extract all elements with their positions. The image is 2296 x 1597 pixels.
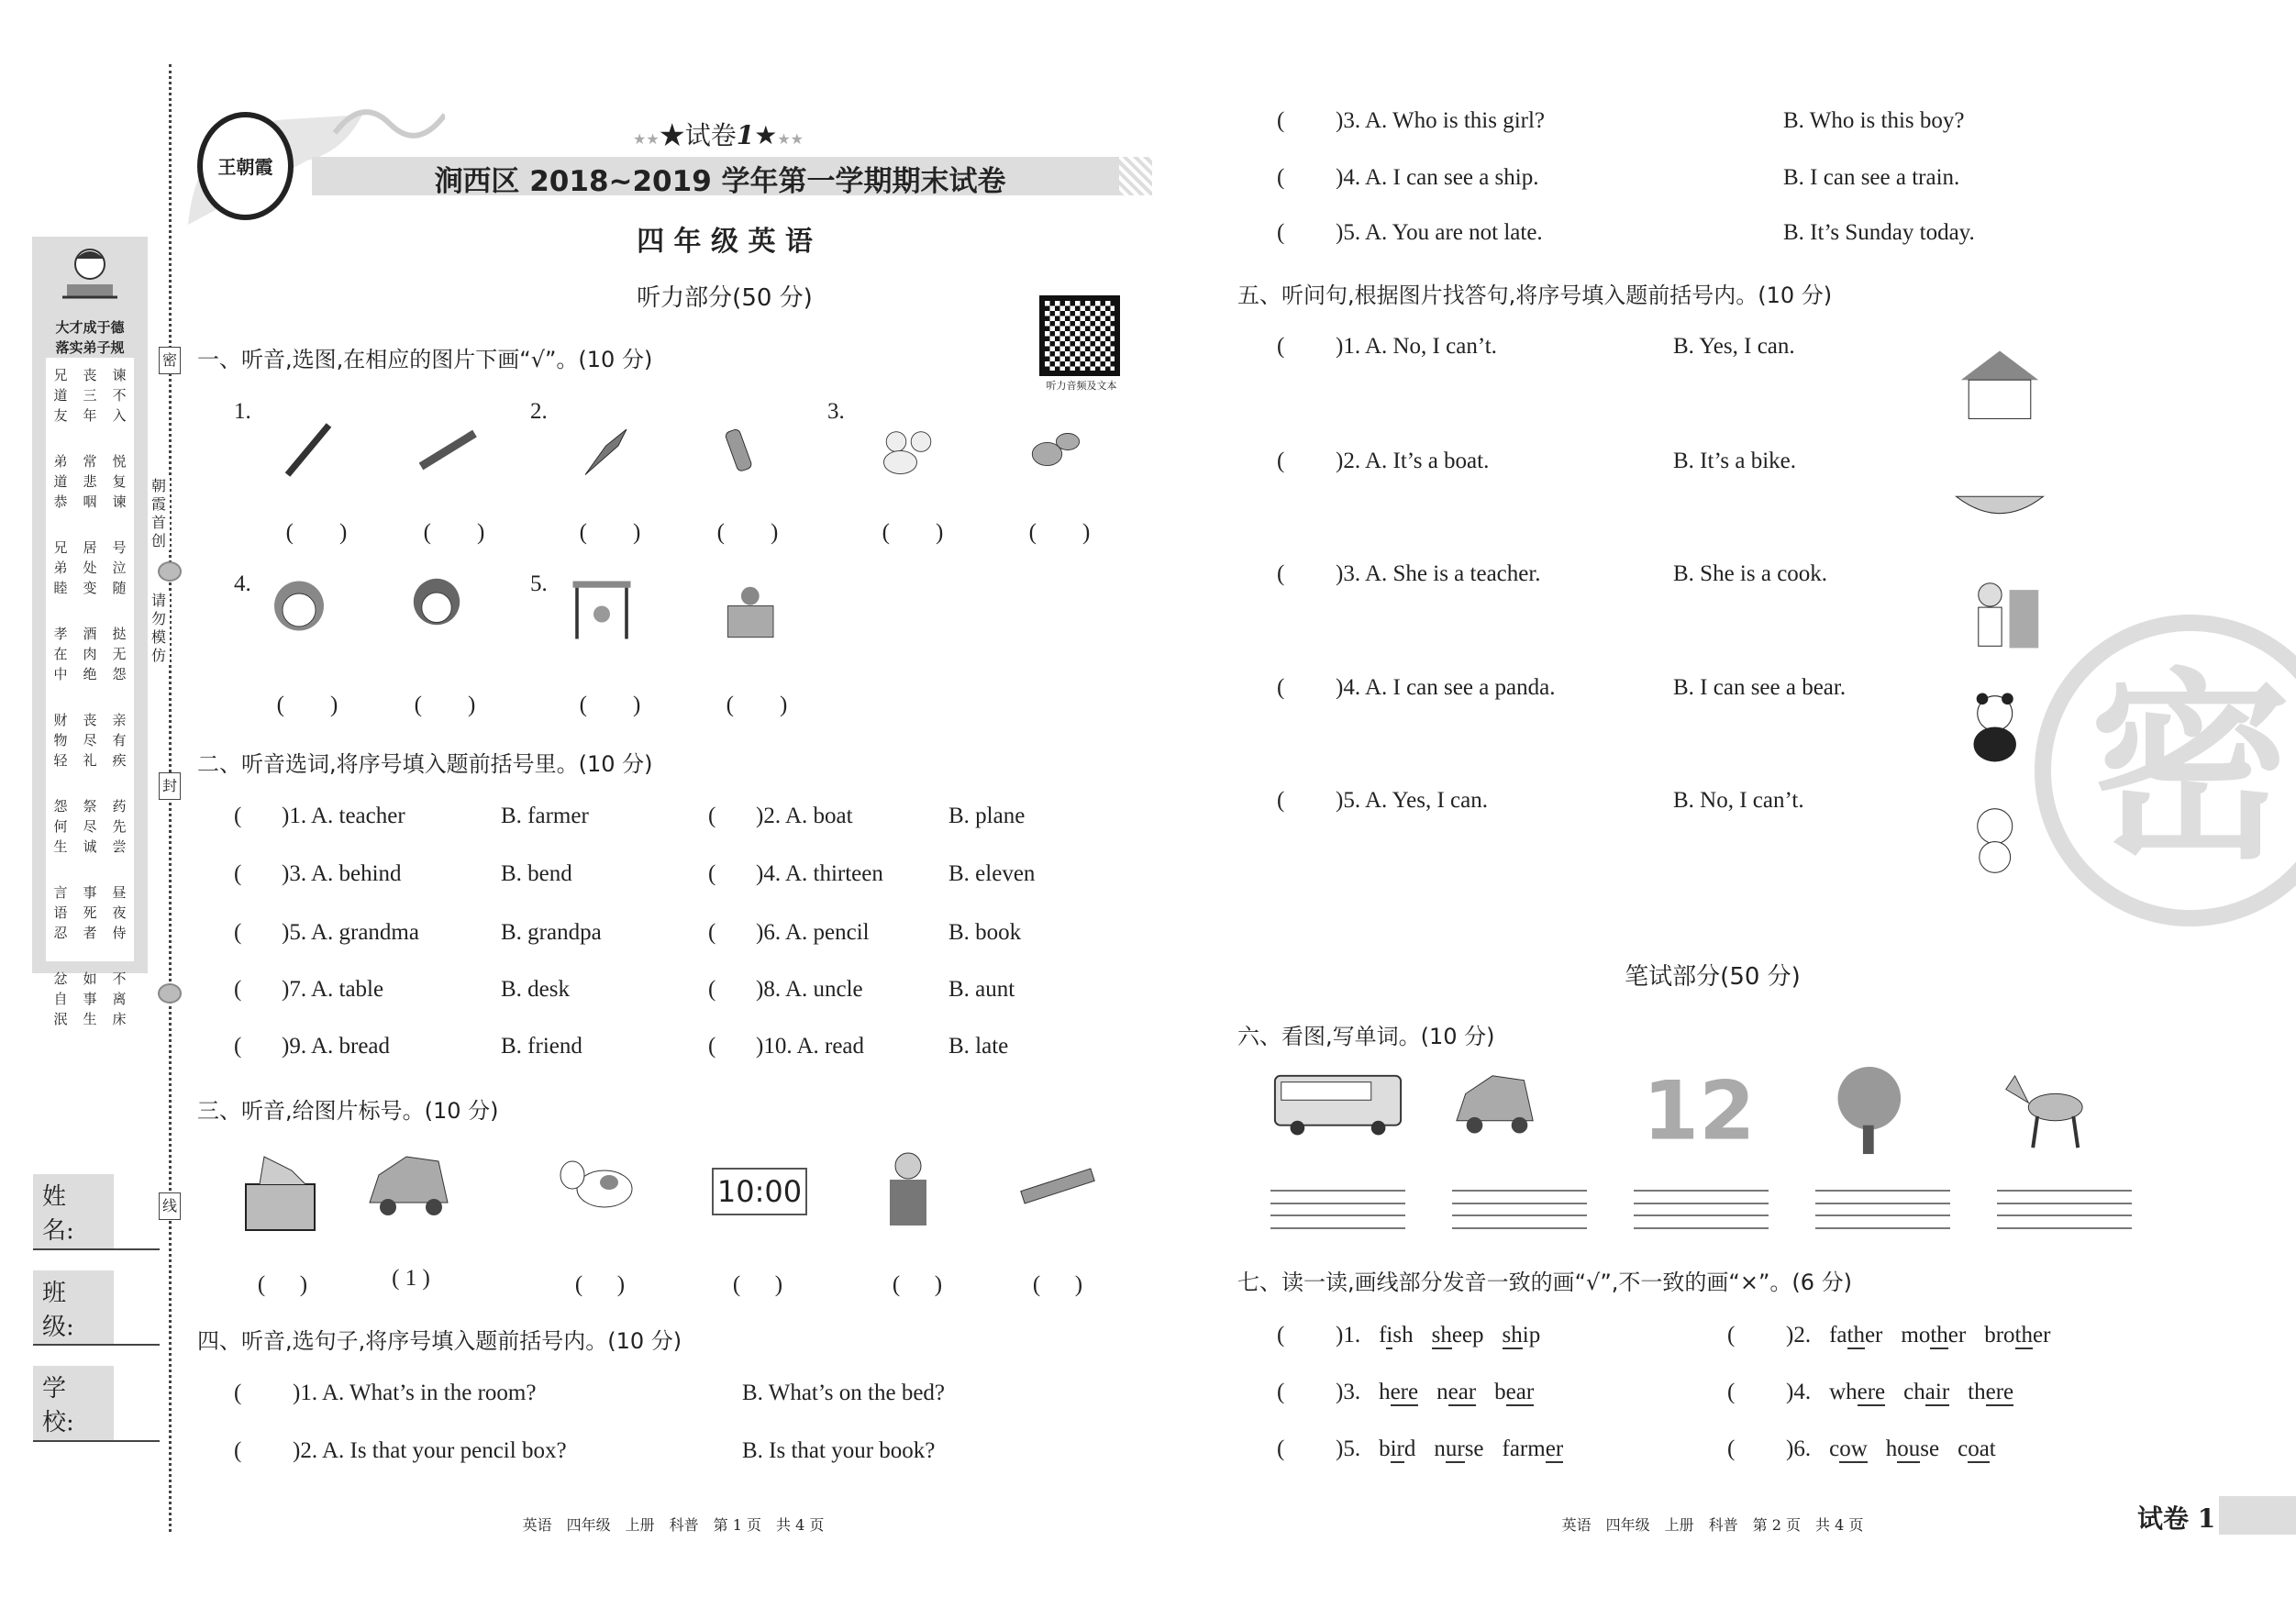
- writing-line[interactable]: [1634, 1203, 1769, 1204]
- writing-line[interactable]: [1270, 1203, 1405, 1204]
- question-number: 4.: [234, 571, 251, 596]
- answer-bracket[interactable]: (: [1277, 1436, 1285, 1461]
- name-label: 姓 名:: [33, 1174, 114, 1249]
- answer-bracket[interactable]: (: [1277, 1323, 1285, 1347]
- answer-bracket[interactable]: (: [1727, 1436, 1736, 1461]
- option-b: B. book: [948, 920, 1022, 945]
- poem-verse: 孝在中: [53, 626, 68, 682]
- woman-picture: [266, 569, 349, 651]
- boy-reading-icon: [58, 244, 122, 308]
- question-number: 1.: [234, 399, 251, 424]
- cook-picture: [1949, 571, 2050, 658]
- answer-bracket[interactable]: (: [234, 1034, 242, 1059]
- poem-column: [52, 365, 69, 1027]
- answer-bracket[interactable]: ( ): [726, 693, 788, 717]
- paper-tab-label: 试卷 1: [2137, 1503, 2216, 1534]
- option-b: B. friend: [501, 1034, 582, 1059]
- answer-bracket[interactable]: (: [708, 804, 716, 828]
- under-table-picture: [569, 569, 651, 651]
- poem-verse: 酒肉绝: [83, 626, 97, 682]
- answer-bracket[interactable]: (: [234, 1381, 242, 1405]
- answer-bracket[interactable]: ( ): [1032, 1272, 1083, 1297]
- poem-verse: 丧尽礼: [83, 712, 97, 769]
- car-picture: [365, 1147, 457, 1231]
- phonics-word: bear: [1494, 1380, 1535, 1404]
- question-item: )2. A. It’s a boat.: [1336, 449, 1490, 473]
- underlined-letters: ear: [1447, 1380, 1477, 1404]
- underlined-letters: th: [1930, 1323, 1948, 1347]
- writing-line[interactable]: [1997, 1190, 2132, 1192]
- poem-verse: 如事生: [83, 970, 97, 1027]
- poem-verse: 财物轻: [53, 712, 68, 769]
- answer-bracket[interactable]: ( ): [414, 693, 476, 717]
- phonics-item: [1336, 1323, 1540, 1348]
- poem-verse: 兄道友: [53, 367, 68, 424]
- phonics-word: coat: [1958, 1436, 1996, 1461]
- poem-verse: 昼夜侍: [112, 884, 127, 941]
- question-item: )9. A. bread: [282, 1034, 391, 1059]
- item-number: )6.: [1786, 1436, 1812, 1461]
- option-b: B. I can see a bear.: [1673, 675, 1847, 700]
- question-item: )10. A. read: [756, 1034, 865, 1059]
- question-item: )4. A. I can see a ship.: [1336, 165, 1539, 190]
- phonics-word: sheep: [1431, 1323, 1484, 1347]
- option-b: B. late: [948, 1034, 1009, 1059]
- question-number: 2.: [530, 399, 548, 424]
- seal-feng: 封: [159, 772, 181, 800]
- writing-line[interactable]: [1815, 1203, 1950, 1204]
- poem-verse: 药先尝: [112, 798, 127, 855]
- answer-bracket[interactable]: (: [708, 977, 716, 1002]
- school-label: 学 校:: [33, 1366, 114, 1441]
- boat-picture: [1949, 458, 2050, 545]
- option-b: B. It’s a bike.: [1673, 449, 1797, 473]
- phonics-item: [1336, 1436, 1563, 1462]
- seal-mi: 密: [159, 347, 181, 374]
- poem-verse: 挞无怨: [112, 626, 127, 682]
- answer-bracket[interactable]: (: [1277, 220, 1285, 245]
- option-b: B. Yes, I can.: [1673, 334, 1795, 359]
- answer-bracket[interactable]: (: [1277, 675, 1285, 700]
- question-item: )1. A. What’s in the room?: [293, 1381, 537, 1405]
- item-number: )5.: [1336, 1436, 1361, 1461]
- qr-caption: 听力音频及文本: [1046, 380, 1117, 392]
- poem-verse: 忿自泯: [53, 970, 68, 1027]
- answer-bracket[interactable]: ( ): [285, 520, 348, 545]
- underlined-letters: sh: [1502, 1323, 1523, 1347]
- phonics-word: farmer: [1502, 1436, 1564, 1461]
- poem-verse: 亲有疾: [112, 712, 127, 769]
- underlined-letters: ere: [1985, 1380, 2014, 1404]
- poem-verse: 谏不入: [112, 367, 127, 424]
- underlined-letters: air: [1924, 1380, 1950, 1404]
- answer-bracket[interactable]: (: [1277, 334, 1285, 359]
- underlined-letters: oa: [1968, 1436, 1990, 1461]
- answer-bracket[interactable]: (: [1277, 1380, 1285, 1404]
- name-field[interactable]: [33, 1248, 160, 1250]
- phonics-word: mother: [1901, 1323, 1967, 1347]
- writing-line[interactable]: [1634, 1227, 1769, 1229]
- poem-verse: 常悲咽: [83, 453, 97, 510]
- poem-column: [111, 365, 128, 1027]
- question-item: )4. A. I can see a panda.: [1336, 675, 1556, 700]
- subject-title: 四 年 级 英 语: [637, 226, 813, 258]
- motto-line-2: 落实弟子规: [55, 339, 125, 356]
- question-item: )5. A. grandma: [282, 920, 419, 945]
- answer-bracket[interactable]: (: [234, 804, 242, 828]
- poem-verse: 祭尽诚: [83, 798, 97, 855]
- margin-note-no-copy: 请勿模仿: [151, 592, 170, 665]
- phonics-word: near: [1436, 1380, 1477, 1404]
- phonics-word: there: [1968, 1380, 2014, 1404]
- writing-line[interactable]: [1997, 1227, 2132, 1229]
- answer-bracket[interactable]: (: [708, 1034, 716, 1059]
- seal-xian: 线: [159, 1192, 181, 1220]
- section-2-heading: 二、听音选词,将序号填入题前括号里。(10 分): [197, 751, 653, 777]
- poem-verse: 事死者: [83, 884, 97, 941]
- answer-bracket[interactable]: (: [1727, 1323, 1736, 1347]
- option-b: B. bend: [501, 861, 572, 886]
- page-1-footer: 英语 四年级 上册 科普 第 1 页 共 4 页: [522, 1516, 825, 1534]
- question-item: )2. A. boat: [756, 804, 853, 828]
- section-4-heading: 四、听音,选句子,将序号填入题前括号内。(10 分): [197, 1328, 682, 1354]
- answer-bracket[interactable]: ( ): [732, 1272, 783, 1297]
- answer-bracket[interactable]: ( ): [892, 1272, 943, 1297]
- section-6-heading: 六、看图,写单词。(10 分): [1237, 1024, 1495, 1049]
- writing-line[interactable]: [1452, 1190, 1587, 1192]
- brand-logo: [197, 112, 294, 220]
- item-number: )3.: [1336, 1380, 1361, 1404]
- question-item: )4. A. thirteen: [756, 861, 883, 886]
- writing-line[interactable]: [1452, 1227, 1587, 1229]
- exam-title: 涧西区 2018~2019 学年第一学期期末试卷: [434, 165, 1006, 198]
- answer-bracket[interactable]: (: [1277, 449, 1285, 473]
- item-number: )1.: [1336, 1323, 1361, 1347]
- option-b: B. Is that your book?: [742, 1438, 936, 1463]
- pen-picture: [413, 413, 495, 495]
- class-field[interactable]: [33, 1344, 160, 1346]
- phonics-word: father: [1829, 1323, 1883, 1347]
- option-b: B. No, I can’t.: [1673, 788, 1804, 813]
- knife-picture: [569, 413, 651, 495]
- class-label: 班 级:: [33, 1270, 114, 1346]
- question-item: )3. A. She is a teacher.: [1336, 561, 1541, 586]
- poem-verse: 言语忍: [53, 884, 68, 941]
- poem-verse: 居处变: [83, 539, 97, 596]
- writing-line[interactable]: [1815, 1190, 1950, 1192]
- writing-line[interactable]: [1634, 1214, 1769, 1216]
- section-3-heading: 三、听音,给图片标号。(10 分): [197, 1098, 499, 1124]
- phonics-item: [1336, 1380, 1534, 1405]
- svg-text:12: 12: [1642, 1066, 1756, 1158]
- answer-bracket[interactable]: ( ): [276, 693, 338, 717]
- writing-line[interactable]: [1452, 1214, 1587, 1216]
- paper-tag-label: 试卷: [684, 120, 737, 150]
- answer-bracket[interactable]: (: [708, 920, 716, 945]
- smiley-icon: [158, 561, 182, 582]
- phonics-item: [1786, 1436, 1996, 1462]
- option-b: B. desk: [501, 977, 570, 1002]
- birds-picture: [1018, 413, 1101, 495]
- underlined-letters: ir: [1390, 1436, 1404, 1461]
- answer-bracket[interactable]: (: [234, 977, 242, 1002]
- answer-bracket[interactable]: ( 1 ): [392, 1266, 430, 1291]
- paper-tag: ★★★试卷1★★★: [633, 120, 804, 150]
- question-item: )1. A. No, I can’t.: [1336, 334, 1497, 359]
- option-b: B. I can see a train.: [1783, 165, 1960, 190]
- section-7-heading: 七、读一读,画线部分发音一致的画“√”,不一致的画“×”。(6 分): [1237, 1270, 1853, 1295]
- writing-line[interactable]: [1634, 1190, 1769, 1192]
- option-b: B. What’s on the bed?: [742, 1381, 946, 1405]
- question-item: )6. A. pencil: [756, 920, 870, 945]
- car-picture: [1452, 1066, 1587, 1158]
- underlined-letters: ear: [1505, 1380, 1535, 1404]
- underlined-letters: ow: [1839, 1436, 1868, 1461]
- answer-bracket[interactable]: (: [1277, 788, 1285, 813]
- phonics-word: cow: [1829, 1436, 1868, 1461]
- written-part-heading: 笔试部分(50 分): [1625, 963, 1801, 991]
- disciple-rules-poem: [46, 358, 134, 1027]
- answer-bracket[interactable]: (: [234, 920, 242, 945]
- poem-column: [82, 365, 98, 1027]
- phonics-word: brother: [1984, 1323, 2051, 1347]
- option-b: B. farmer: [501, 804, 589, 828]
- logo-text: 王朝霞: [217, 156, 273, 178]
- question-number: 5.: [530, 571, 548, 596]
- item-number: )4.: [1786, 1380, 1812, 1404]
- writing-line[interactable]: [1997, 1203, 2132, 1204]
- twelve-picture: [1634, 1066, 1769, 1158]
- answer-bracket[interactable]: (: [234, 861, 242, 886]
- question-item: )3. A. Who is this girl?: [1336, 108, 1546, 133]
- option-b: B. Who is this boy?: [1783, 108, 1965, 133]
- answer-bracket[interactable]: (: [1277, 165, 1285, 190]
- cat-on-box-picture: [237, 1147, 328, 1231]
- underlined-letters: ur: [1445, 1436, 1465, 1461]
- writing-line[interactable]: [1270, 1227, 1405, 1229]
- answer-bracket[interactable]: ( ): [579, 693, 641, 717]
- question-number: 3.: [827, 399, 845, 424]
- answer-bracket[interactable]: ( ): [882, 520, 944, 545]
- qr-code[interactable]: [1039, 295, 1120, 376]
- poem-verse: 不离床: [112, 970, 127, 1027]
- option-b: B. plane: [948, 804, 1026, 828]
- phonics-item: [1786, 1380, 2013, 1405]
- poem-verse: 怨何生: [53, 798, 68, 855]
- underlined-letters: sh: [1431, 1323, 1452, 1347]
- underlined-letters: er: [1545, 1436, 1564, 1461]
- option-b: B. aunt: [948, 977, 1015, 1002]
- phonics-item: [1786, 1323, 2050, 1348]
- answer-bracket[interactable]: (: [234, 1438, 242, 1463]
- motto-line-1: 大才成于德: [55, 319, 125, 336]
- question-item: )8. A. uncle: [756, 977, 863, 1002]
- phonics-word: where: [1829, 1380, 1886, 1404]
- pencil-picture: [275, 413, 358, 495]
- cow-picture: [554, 1147, 646, 1231]
- underlined-letters: ou: [1897, 1436, 1921, 1461]
- cat-picture: [1949, 797, 2050, 884]
- phonics-word: chair: [1903, 1380, 1950, 1404]
- section-5-heading: 五、听问句,根据图片找答句,将序号填入题前括号内。(10 分): [1237, 283, 1833, 308]
- phonics-word: bird: [1379, 1436, 1416, 1461]
- paper-number: 1: [736, 120, 755, 150]
- writing-line[interactable]: [1452, 1203, 1587, 1204]
- poem-verse: 悦复谏: [112, 453, 127, 510]
- poem-verse: 弟道恭: [53, 453, 68, 510]
- bus-picture: [1270, 1066, 1405, 1158]
- question-item: )1. A. teacher: [282, 804, 405, 828]
- poem-verse: 兄弟睦: [53, 539, 68, 596]
- phonics-word: house: [1885, 1436, 1940, 1461]
- answer-bracket[interactable]: ( ): [579, 520, 641, 545]
- house-picture: [1949, 341, 2050, 428]
- answer-bracket[interactable]: (: [1727, 1380, 1736, 1404]
- writing-line[interactable]: [1815, 1227, 1950, 1229]
- answer-bracket[interactable]: ( ): [574, 1272, 626, 1297]
- writing-line[interactable]: [1270, 1214, 1405, 1216]
- writing-line[interactable]: [1997, 1214, 2132, 1216]
- option-b: B. grandpa: [501, 920, 602, 945]
- phonics-word: fish: [1379, 1323, 1414, 1347]
- answer-bracket[interactable]: (: [708, 861, 716, 886]
- man-reading-picture: [871, 1147, 963, 1231]
- tree-picture: [1815, 1066, 1950, 1158]
- option-b: B. eleven: [948, 861, 1036, 886]
- question-item: )5. A. You are not late.: [1336, 220, 1543, 245]
- page-2-footer: 英语 四年级 上册 科普 第 2 页 共 4 页: [1561, 1516, 1864, 1534]
- underlined-letters: i: [1386, 1323, 1393, 1347]
- answer-bracket[interactable]: ( ): [716, 520, 779, 545]
- poem-verse: 号泣随: [112, 539, 127, 596]
- answer-bracket[interactable]: (: [1277, 108, 1285, 133]
- confidential-watermark: 密: [2035, 615, 2296, 926]
- question-item: )7. A. table: [282, 977, 384, 1002]
- underlined-letters: th: [1847, 1323, 1865, 1347]
- poem-verse: 丧三年: [83, 367, 97, 424]
- horse-picture: [1997, 1066, 2132, 1158]
- panda-picture: [1949, 684, 2050, 771]
- girl-picture: [404, 569, 486, 651]
- phonics-word: nurse: [1434, 1436, 1484, 1461]
- option-b: B. It’s Sunday today.: [1783, 220, 1975, 245]
- underlined-letters: th: [2014, 1323, 2033, 1347]
- answer-bracket[interactable]: (: [1277, 561, 1285, 586]
- option-b: B. She is a cook.: [1673, 561, 1828, 586]
- underlined-letters: ere: [1857, 1380, 1886, 1404]
- question-item: )5. A. Yes, I can.: [1336, 788, 1488, 813]
- in-box-picture: [715, 569, 798, 651]
- clock-picture: 10:00: [712, 1168, 807, 1215]
- listening-part-heading: 听力部分(50 分): [637, 284, 813, 312]
- writing-line[interactable]: [1815, 1214, 1950, 1216]
- question-item: )2. A. Is that your pencil box?: [293, 1438, 567, 1463]
- phonics-word: ship: [1502, 1323, 1541, 1347]
- ducks-picture: [871, 413, 954, 495]
- school-field[interactable]: [33, 1440, 160, 1442]
- margin-note-original: 朝霞首创: [151, 477, 170, 550]
- ruler-picture: [1012, 1147, 1104, 1231]
- question-item: )3. A. behind: [282, 861, 402, 886]
- eraser-picture: [706, 413, 789, 495]
- underlined-letters: ere: [1390, 1380, 1419, 1404]
- answer-bracket[interactable]: ( ): [257, 1272, 308, 1297]
- item-number: )2.: [1786, 1323, 1812, 1347]
- answer-bracket[interactable]: ( ): [423, 520, 485, 545]
- smiley-icon: [158, 983, 182, 1004]
- section-1-heading: 一、听音,选图,在相应的图片下画“√”。(10 分): [197, 347, 653, 372]
- phonics-word: here: [1379, 1380, 1419, 1404]
- writing-line[interactable]: [1270, 1190, 1405, 1192]
- answer-bracket[interactable]: ( ): [1028, 520, 1091, 545]
